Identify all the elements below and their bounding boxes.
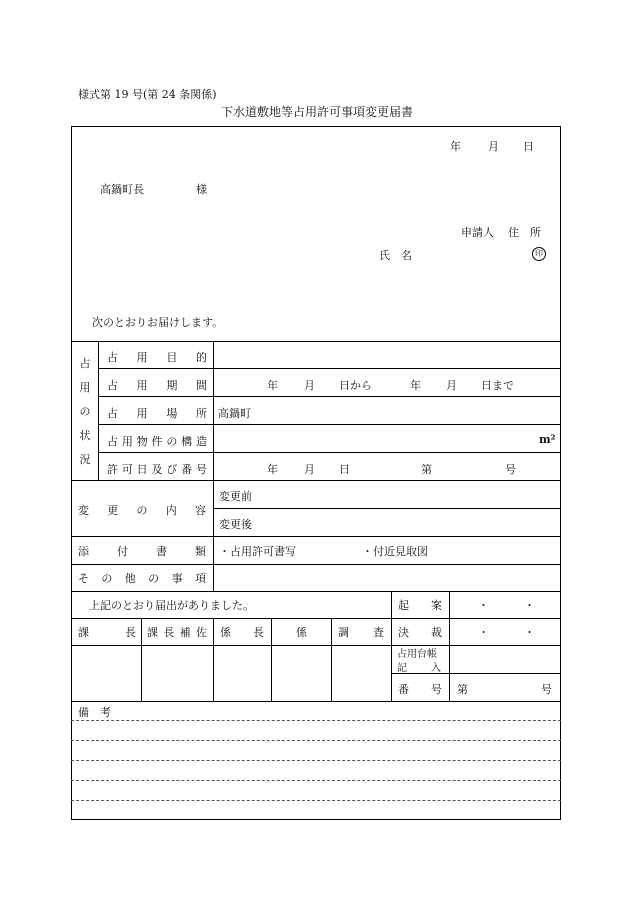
date-day: 日 <box>523 140 534 153</box>
change-after: 変更後 <box>219 518 252 531</box>
kessai-dot-1: ・ <box>478 626 489 639</box>
vline-occ-group <box>98 341 99 480</box>
applicant-label: 申請人 <box>461 226 494 239</box>
role-kakaricho: 係 長 <box>220 626 264 639</box>
role-kacho: 課 長 <box>78 626 136 639</box>
label-structure: 占 用 物 件 の 構 造 <box>107 435 207 448</box>
label-permit: 許 可 日 及 び 番 号 <box>107 463 207 476</box>
number-go: 号 <box>541 683 552 696</box>
label-place: 占 用 場 所 <box>107 407 207 420</box>
name-label: 氏 名 <box>379 249 412 262</box>
remarks-label: 備 考 <box>78 706 111 719</box>
line-change-mid <box>213 508 561 509</box>
line-change-end <box>71 536 561 537</box>
kian-dot-2: ・ <box>524 599 535 612</box>
received-statement: 上記のとおり届出がありました。 <box>89 599 254 612</box>
line-occ-1 <box>98 368 561 369</box>
permit-dai: 第 <box>421 463 432 476</box>
line-received-end <box>71 618 561 619</box>
remarks-line-3 <box>71 760 561 761</box>
addressee-sama: 様 <box>196 183 207 196</box>
ledger-label-line2: 記 入 <box>397 663 441 674</box>
line-occ-2 <box>98 396 561 397</box>
label-number: 番 号 <box>398 683 442 696</box>
remarks-line-4 <box>71 780 561 781</box>
line-other-end <box>71 591 561 592</box>
label-kessai: 決 裁 <box>398 626 442 639</box>
period-y1: 年 <box>267 379 278 392</box>
form-number: 様式第 19 号(第 24 条関係) <box>78 88 217 101</box>
remarks-line-5 <box>71 800 561 801</box>
vline-role-4 <box>331 618 332 701</box>
permit-d: 日 <box>339 463 350 476</box>
permit-go: 号 <box>505 463 516 476</box>
seal-mark: 印 <box>532 247 546 261</box>
line-occ-3 <box>98 424 561 425</box>
label-kian: 起 案 <box>398 599 442 612</box>
date-month: 月 <box>488 140 499 153</box>
addressee: 高鍋町長 <box>100 183 144 196</box>
role-chosa: 調 査 <box>338 626 384 639</box>
vline-office-right <box>391 591 392 701</box>
number-dai: 第 <box>457 683 468 696</box>
period-m2: 月 <box>446 379 457 392</box>
label-change: 変 更 の 内 容 <box>78 504 206 517</box>
attachment-item-2: ・付近見取図 <box>362 545 428 558</box>
vline-role-3 <box>271 618 272 701</box>
role-kacho-hosa: 課 長 補 佐 <box>147 626 207 639</box>
attachment-item-1: ・占用許可書写 <box>219 545 296 558</box>
role-kakari: 係 <box>296 626 307 639</box>
place-value[interactable]: 高鍋町 <box>218 407 251 420</box>
label-attachments: 添 付 書 類 <box>78 545 206 558</box>
period-y2: 年 <box>410 379 421 392</box>
period-m1: 月 <box>304 379 315 392</box>
kessai-dot-2: ・ <box>524 626 535 639</box>
vline-role-2 <box>213 618 214 701</box>
vline-office-right2 <box>449 591 450 701</box>
line-top-section <box>71 341 561 342</box>
occupancy-group-label: 占 用 の 状 況 <box>79 357 91 466</box>
line-occ-4 <box>98 452 561 453</box>
period-d1: 日から <box>339 379 372 392</box>
date-year: 年 <box>450 140 461 153</box>
line-roles-end <box>71 645 561 646</box>
permit-m: 月 <box>304 463 315 476</box>
ledger-label-line1: 占用台帳 <box>397 649 437 660</box>
line-office-end <box>71 701 561 702</box>
period-d2: 日まで <box>481 379 514 392</box>
remarks-line-1 <box>71 720 561 721</box>
kian-dot-1: ・ <box>478 599 489 612</box>
line-attach-end <box>71 564 561 565</box>
vline-label-col <box>213 341 214 591</box>
statement: 次のとおりお届けします。 <box>92 316 224 329</box>
label-other: そ の 他 の 事 項 <box>78 572 206 585</box>
remarks-line-2 <box>71 740 561 741</box>
label-purpose: 占 用 目 的 <box>107 351 207 364</box>
line-occ-end <box>71 480 561 481</box>
form-title: 下水道敷地等占用許可事項変更届書 <box>221 105 414 119</box>
change-before: 変更前 <box>219 490 252 503</box>
vline-role-1 <box>141 618 142 701</box>
label-period: 占 用 期 間 <box>107 379 207 392</box>
structure-unit: m² <box>539 433 556 446</box>
permit-y: 年 <box>267 463 278 476</box>
address-label: 住 所 <box>508 226 541 239</box>
